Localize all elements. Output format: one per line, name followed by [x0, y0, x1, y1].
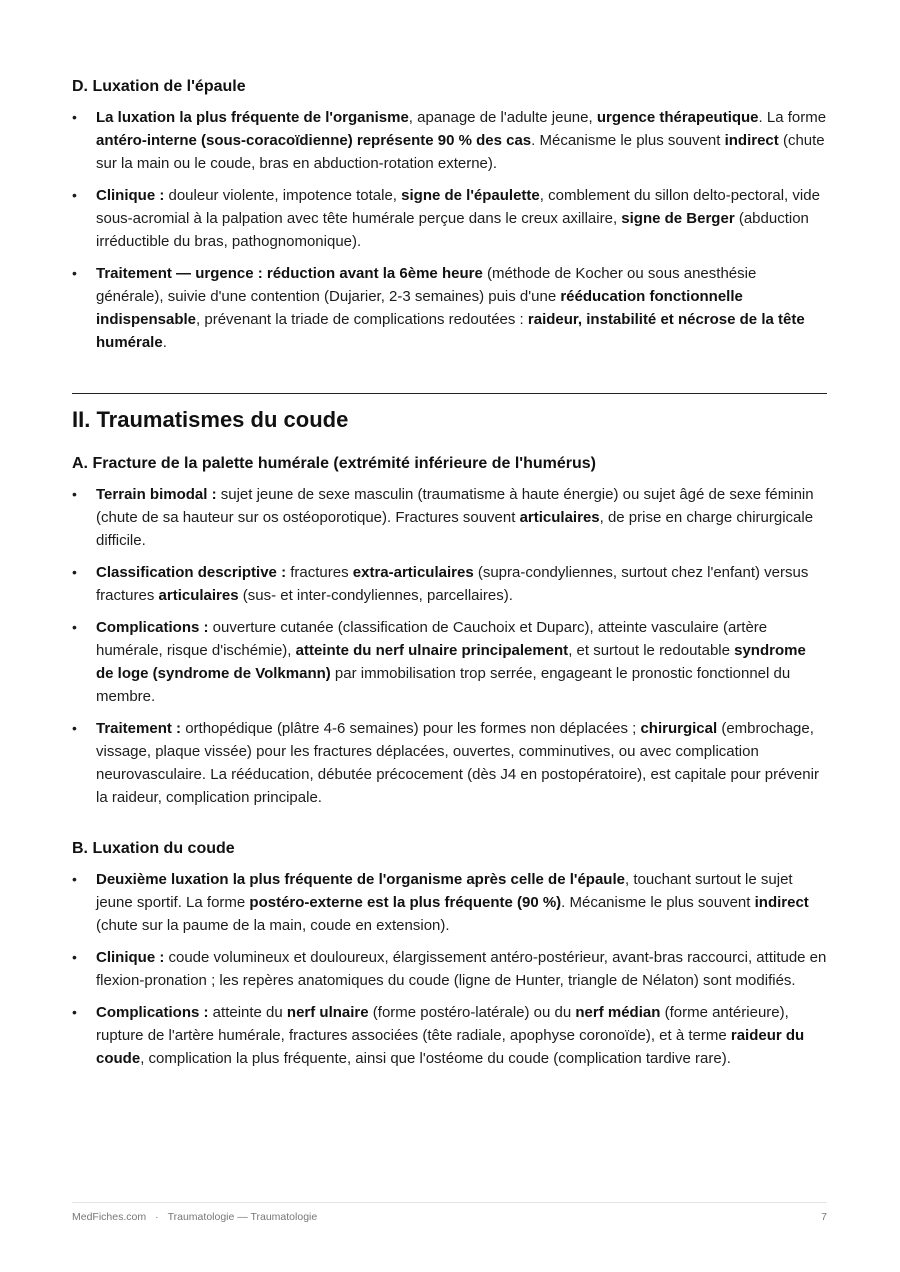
bold-text-run: Complications :	[96, 619, 209, 636]
text-run: . Mécanisme le plus souvent	[531, 132, 725, 149]
bold-text-run: signe de l'épaulette	[401, 187, 540, 204]
footer-left	[72, 1211, 317, 1223]
text-run: sujet jeune de sexe masculin (traumatisme à haute énergie) ou sujet âgé de sexe féminin (chute de sa hauteur sur os ostéoporotique). Fractures souvent	[96, 486, 814, 526]
text-run: , apanage de l'adulte jeune,	[408, 109, 597, 126]
bold-text-run: nerf médian	[575, 1004, 661, 1021]
text-run: (forme antérieure), rupture de l'artère humérale, fractures associées (tête radiale, apophyse coronoïde), et à terme	[96, 1004, 789, 1044]
section-b-list	[72, 868, 827, 1070]
section-d-list	[72, 106, 827, 354]
list-item	[72, 1001, 827, 1070]
bold-text-run: rééducation fonctionnelle indispensable	[96, 288, 743, 328]
bold-text-run: Clinique :	[96, 187, 165, 204]
bold-text-run: Complications :	[96, 1004, 209, 1021]
section-a-heading: A. Fracture de la palette humérale (extrémité inférieure de l'humérus)	[72, 455, 596, 472]
list-item-text	[96, 564, 808, 604]
list-item	[72, 946, 827, 992]
section-b-heading: B. Luxation du coude	[72, 840, 235, 857]
bold-text-run: syndrome de loge (syndrome de Volkmann)	[96, 642, 806, 682]
list-item	[72, 483, 827, 552]
text-run: (embrochage, vissage, plaque vissée) pour les fractures déplacées, ouvertes, comminutives, ou avec complication neurovasculaire. La rééducation, débutée précocement (dès J4 en postopératoire), est capitale pour prévenir la raideur, complication principale.	[96, 720, 819, 806]
bold-text-run: chirurgical	[640, 720, 718, 737]
footer-site-link[interactable]: MedFiches.com	[72, 1211, 147, 1223]
list-item-text	[96, 619, 806, 705]
text-run: , et surtout le redoutable	[568, 642, 735, 659]
bold-text-run: extra-articulaires	[352, 564, 474, 581]
bold-text-run: raideur du coude	[96, 1027, 805, 1067]
page-footer	[72, 1202, 827, 1223]
bold-text-run: antéro-interne (sous-coracoïdienne) représente 90 % des cas	[96, 132, 532, 149]
bold-text-run: indirect	[754, 894, 809, 911]
list-item	[72, 616, 827, 708]
text-run: atteinte du	[208, 1004, 287, 1021]
text-run: (sus- et inter-condyliennes, parcellaires).	[238, 587, 513, 604]
text-run: (méthode de Kocher ou sous anesthésie générale), suivie d'une contention (Dujarier, 2-3 semaines) puis d'une	[96, 265, 757, 305]
bold-text-run: indirect	[724, 132, 779, 149]
section-a-list	[72, 483, 827, 809]
list-item-text	[96, 1004, 804, 1067]
list-item-text	[96, 720, 819, 806]
bold-text-run: urgence thérapeutique	[596, 109, 759, 126]
bullet-icon: •	[72, 619, 77, 635]
bullet-icon: •	[72, 564, 77, 580]
text-run: , de prise en charge chirurgicale difficile.	[96, 509, 814, 549]
bold-text-run: atteinte du nerf ulnaire principalement	[295, 642, 569, 659]
bold-text-run: Terrain bimodal :	[96, 486, 217, 503]
text-run: par immobilisation trop serrée, engageant le pronostic fonctionnel du membre.	[96, 665, 791, 705]
bold-text-run: nerf ulnaire	[286, 1004, 369, 1021]
bullet-icon: •	[72, 187, 77, 203]
text-run: .	[162, 334, 167, 351]
text-run: , complication la plus fréquente, ainsi que l'ostéome du coude (complication tardive rare).	[140, 1050, 731, 1067]
section-d-heading: D. Luxation de l'épaule	[72, 78, 246, 95]
text-run: . La forme	[758, 109, 827, 126]
bullet-icon: •	[72, 1004, 77, 1020]
text-run: ouverture cutanée (classification de Cauchoix et Duparc), atteinte vasculaire (artère humérale, risque d'ischémie),	[96, 619, 768, 659]
bold-text-run: Traitement :	[96, 720, 182, 737]
bullet-icon: •	[72, 720, 77, 736]
list-item	[72, 262, 827, 354]
list-item	[72, 106, 827, 175]
bullet-icon: •	[72, 486, 77, 502]
bold-text-run: Traitement — urgence : réduction avant la 6ème heure	[96, 265, 483, 282]
bold-text-run: Deuxième luxation la plus fréquente de l'organisme après celle de l'épaule	[96, 871, 625, 888]
list-item	[72, 561, 827, 607]
text-run: (supra-condyliennes, surtout chez l'enfant) versus fractures	[96, 564, 809, 604]
section-ii-title: II. Traumatismes du coude	[72, 407, 349, 432]
text-run: douleur violente, impotence totale,	[164, 187, 402, 204]
bold-text-run: signe de Berger	[621, 210, 735, 227]
bold-text-run: La luxation la plus fréquente de l'organisme	[96, 109, 409, 126]
bullet-icon: •	[72, 949, 77, 965]
section-divider	[72, 393, 827, 394]
text-run: (chute sur la paume de la main, coude en extension).	[96, 917, 450, 934]
bold-text-run: postéro-externe est la plus fréquente (90 %)	[249, 894, 562, 911]
text-run: . Mécanisme le plus souvent	[561, 894, 755, 911]
bullet-icon: •	[72, 109, 77, 125]
text-run: orthopédique (plâtre 4-6 semaines) pour les formes non déplacées ;	[181, 720, 641, 737]
bold-text-run: articulaires	[519, 509, 600, 526]
list-item-text	[96, 265, 805, 351]
list-item-text	[96, 187, 820, 250]
text-run: (chute sur la main ou le coude, bras en abduction-rotation externe).	[96, 132, 825, 172]
text-run: coude volumineux et douloureux, élargissement antéro-postérieur, avant-bras raccourci, attitude en flexion-pronation ; les repères anatomiques du coude (ligne de Hunter, triangle de Nélaton) sont modifiés.	[96, 949, 827, 989]
text-run: fractures	[286, 564, 353, 581]
text-run: (forme postéro-latérale) ou du	[368, 1004, 576, 1021]
footer-breadcrumb: Traumatologie — Traumatologie	[167, 1211, 318, 1223]
page-number: 7	[821, 1211, 827, 1223]
bold-text-run: Classification descriptive :	[96, 564, 287, 581]
text-run: , comblement du sillon delto-pectoral, vide sous-acromial à la palpation avec tête humérale perçue dans le creux axillaire,	[96, 187, 820, 227]
text-run: (abduction irréductible du bras, pathognomonique).	[96, 210, 809, 250]
list-item-text	[96, 486, 814, 549]
list-item	[72, 717, 827, 809]
text-run: , touchant surtout le sujet jeune sportif. La forme	[96, 871, 793, 911]
bullet-icon: •	[72, 265, 77, 281]
footer-separator: ·	[155, 1211, 159, 1223]
bold-text-run: Clinique :	[96, 949, 165, 966]
list-item	[72, 868, 827, 937]
bold-text-run: articulaires	[158, 587, 239, 604]
bold-text-run: raideur, instabilité et nécrose de la tête humérale	[96, 311, 805, 351]
bullet-icon: •	[72, 871, 77, 887]
document-page	[72, 78, 827, 1079]
list-item-text	[96, 871, 809, 934]
list-item-text	[96, 109, 826, 172]
list-item	[72, 184, 827, 253]
list-item-text	[96, 949, 826, 989]
text-run: , prévenant la triade de complications redoutées :	[196, 311, 528, 328]
